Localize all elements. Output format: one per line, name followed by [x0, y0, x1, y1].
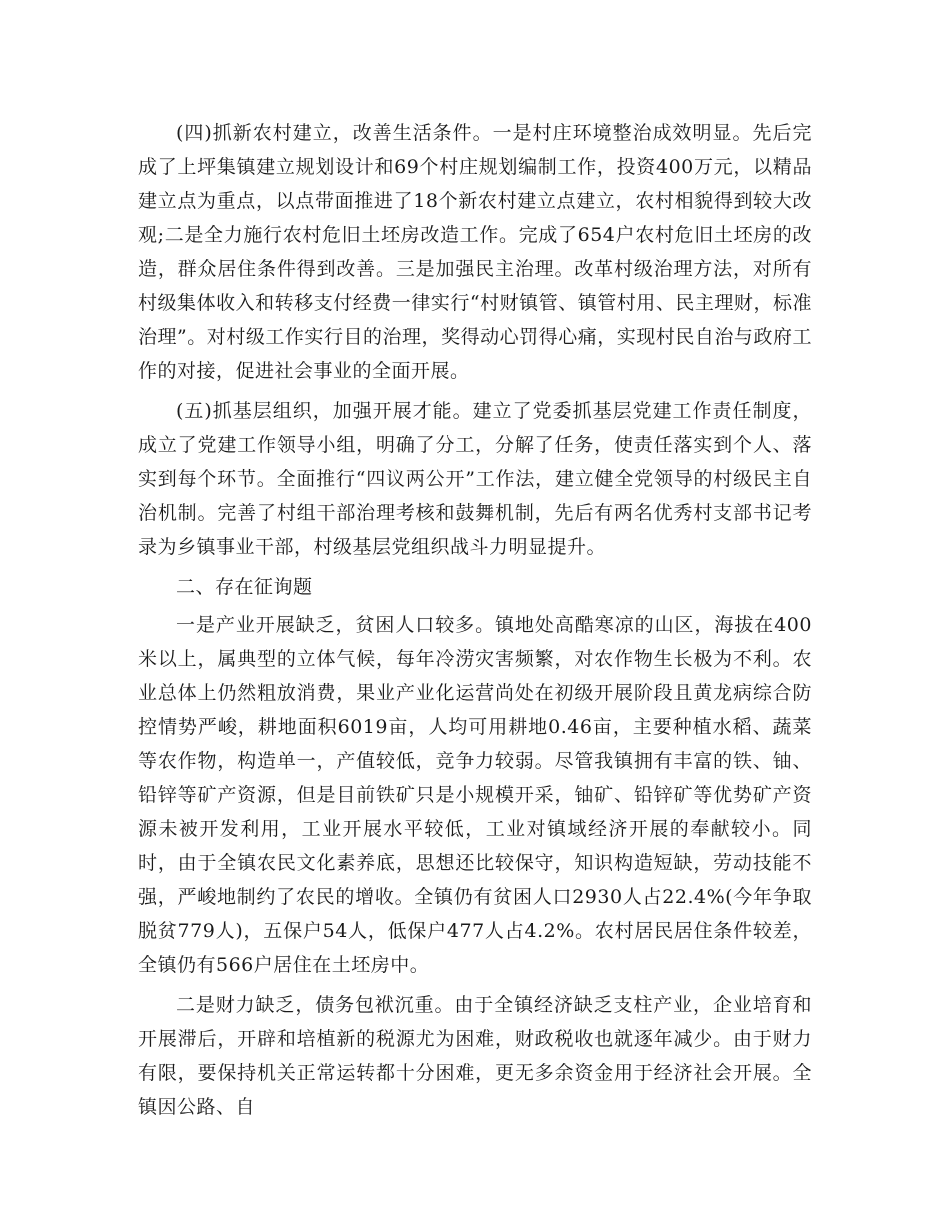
paragraph-finance-debt: 二是财力缺乏，债务包袱沉重。由于全镇经济缺乏支柱产业，企业培育和开展滞后，开辟和培植新的税源尤为困难，财政税收也就逐年减少。由于财力有限，要保持机关正常运转都十分困难，更无多余资金用于经济社会开展。全镇因公路、自 — [138, 994, 812, 1118]
section-heading-existing-problems: 二、存在征询题 — [176, 576, 313, 598]
paragraph-new-village-construction: (四)抓新农村建立，改善生活条件。一是村庄环境整治成效明显。先后完成了上坪集镇建立规划设计和69个村庄规划编制工作，投资400万元，以精品建立点为重点，以点带面推进了18个新农村建立点建立，农村相貌得到较大改观;二是全力施行农村危旧土坯房改造工作。完成了654户农村危旧土坯房的改造，群众居住条件得到改善。三是加强民主治理。改革村级治理方法，对所有村级集体收入和转移支付经费一律实行“村财镇管、镇管村用、民主理财，标准治理”。对村级工作实行目的治理，奖得动心罚得心痛，实现村民自治与政府工作的对接，促进社会事业的全面开展。 — [138, 122, 812, 382]
document-page — [138, 116, 812, 1130]
paragraph-grassroots-organization: (五)抓基层组织，加强开展才能。建立了党委抓基层党建工作责任制度，成立了党建工作领导小组，明确了分工，分解了任务，使责任落实到个人、落实到每个环节。全面推行“四议两公开”工作法，建立健全党领导的村级民主自治机制。完善了村组干部治理考核和鼓舞机制，先后有两名优秀村支部书记考录为乡镇事业干部，村级基层党组织战斗力明显提升。 — [138, 400, 812, 558]
paragraph-industry-poverty: 一是产业开展缺乏，贫困人口较多。镇地处高酷寒凉的山区，海拔在400米以上，属典型的立体气候，每年冷涝灾害频繁，对农作物生长极为不利。农业总体上仍然粗放消费，果业产业化运营尚处在初级开展阶段且黄龙病综合防控情势严峻，耕地面积6019亩，人均可用耕地0.46亩，主要种植水稻、蔬菜等农作物，构造单一，产值较低，竞争力较弱。尽管我镇拥有丰富的铁、铀、铅锌等矿产资源，但是目前铁矿只是小规模开采，铀矿、铅锌矿等优势矿产资源未被开发利用，工业开展水平较低，工业对镇域经济开展的奉献较小。同时，由于全镇农民文化素养底，思想还比较保守，知识构造短缺，劳动技能不强，严峻地制约了农民的增收。全镇仍有贫困人口2930人占22.4%(今年争取脱贫779人)，五保户54人，低保户477人占4.2%。农村居民居住条件较差，全镇仍有566户居住在土坯房中。 — [138, 614, 812, 976]
